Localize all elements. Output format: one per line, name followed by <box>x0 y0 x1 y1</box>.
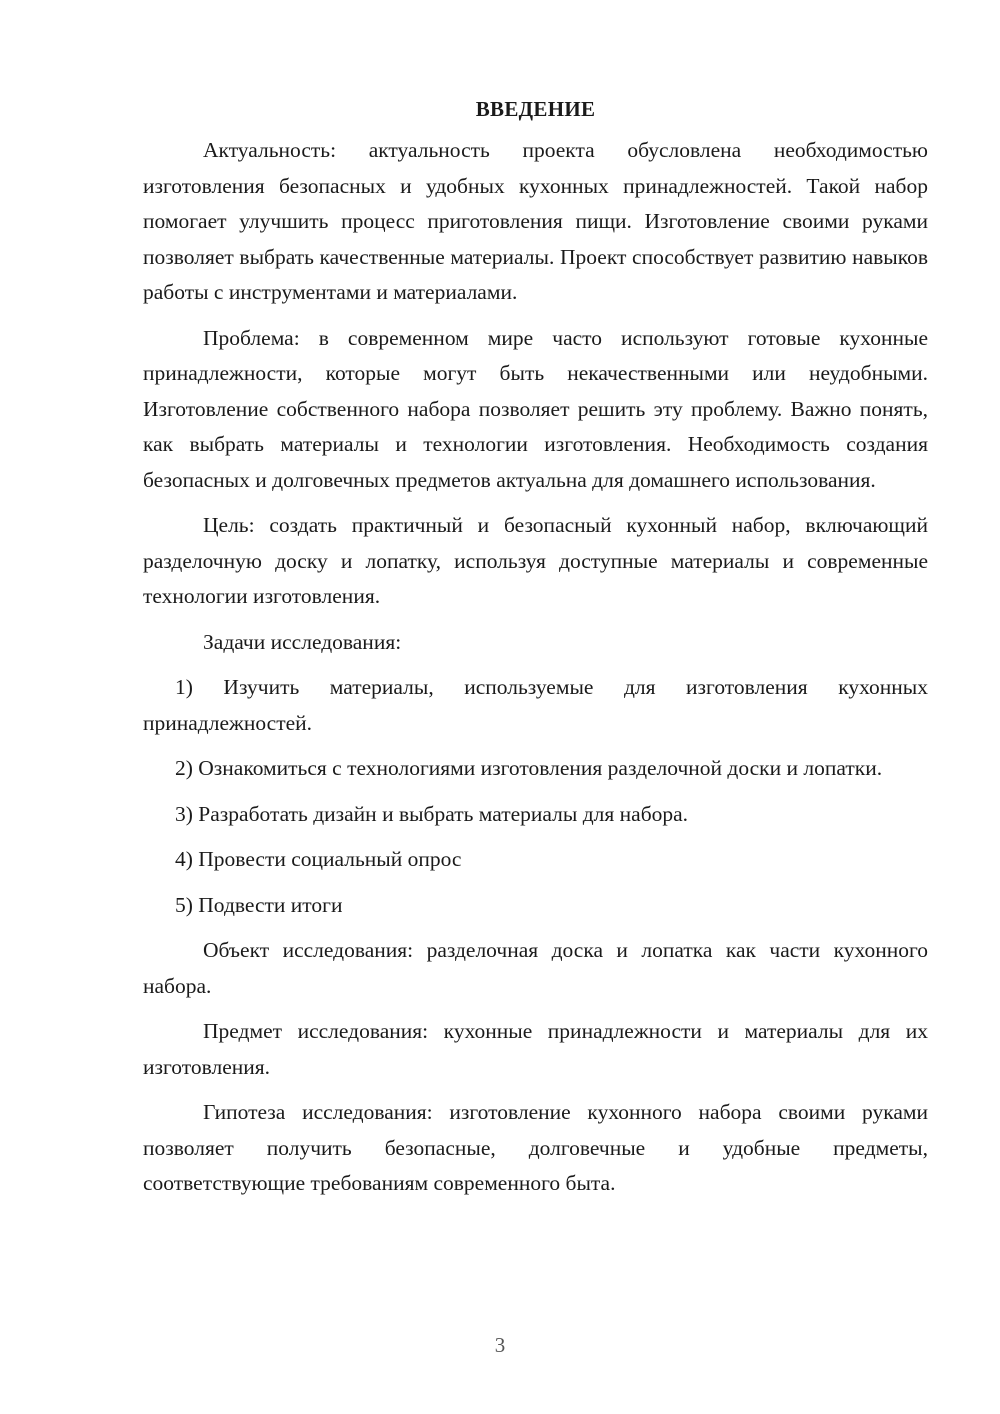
tasks-list <box>143 670 928 923</box>
list-item: 1) Изучить материалы, используемые для изготовления кухонных принадлежностей. <box>143 675 928 735</box>
paragraph-hypothesis: Гипотеза исследования: изготовление кухонного набора своими руками позволяет получить безопасные, долговечные и удобные предметы, соответствующие требованиям современного быта. <box>143 1100 928 1195</box>
list-item: 2) Ознакомиться с технологиями изготовления разделочной доски и лопатки. <box>175 756 883 780</box>
list-item: 5) Подвести итоги <box>175 892 343 917</box>
list-item: 4) Провести социальный опрос <box>175 847 462 871</box>
tasks-heading: Задачи исследования: <box>203 629 402 654</box>
paragraph-goal: Цель: создать практичный и безопасный кухонный набор, включающий разделочную доску и лопатку, используя доступные материалы и современные технологии изготовления. <box>143 513 928 608</box>
page-number: 3 <box>494 1333 506 1357</box>
paragraph-object: Объект исследования: разделочная доска и лопатка как части кухонного набора. <box>143 938 928 998</box>
list-item: 3) Разработать дизайн и выбрать материалы для набора. <box>175 801 689 826</box>
paragraph-relevance: Актуальность: актуальность проекта обусловлена необходимостью изготовления безопасных и удобных кухонных принадлежностей. Такой набор помогает улучшить процесс приготовления пищи. Изготовление своими руками позволяет выбрать качественные материалы. Проект способствует развитию навыков работы с инструментами и материалами. <box>143 138 928 304</box>
paragraph-problem: Проблема: в современном мире часто используют готовые кухонные принадлежности, которые могут быть некачественными или неудобными. Изготовление собственного набора позволяет решить эту проблему. Важно понять, как выбрать материалы и технологии изготовления. Необходимость создания безопасных и долговечных предметов актуальна для домашнего использования. <box>143 325 928 492</box>
paragraph-subject: Предмет исследования: кухонные принадлежности и материалы для их изготовления. <box>143 1019 928 1079</box>
page-title: ВВЕДЕНИЕ <box>475 97 596 121</box>
document-page <box>143 92 928 1212</box>
